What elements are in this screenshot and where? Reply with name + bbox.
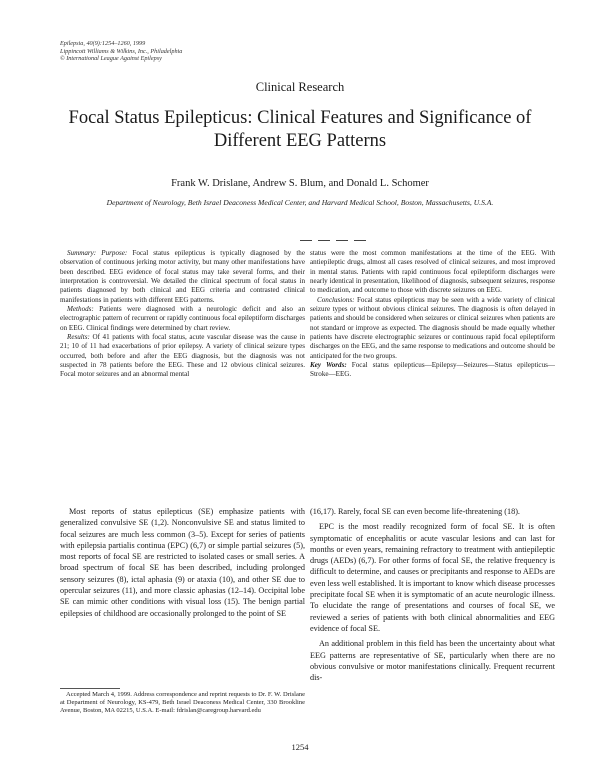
journal-line: Lippincott Williams & Wilkins, Inc., Philadelphia: [60, 47, 183, 55]
footnote-text: Accepted March 4, 1999. Address correspondence and reprint requests to Dr. F. W. Drislane at Department of Neurology, KS-479, Beth Israel Deaconess Medical Center, 330 Brookline Avenue, Boston, MA 02215, U.S.A. E-mail: fdrislan@caregroup.harvard.edu: [60, 691, 305, 715]
abstract-paragraph: [60, 305, 305, 333]
abstract-heading: Summary: Purpose:: [67, 249, 128, 257]
journal-citation: [60, 40, 182, 63]
abstract-right-column: [310, 249, 555, 380]
abstract-text: Of 41 patients with focal status, acute vascular disease was the cause in 21; 10 of 11 had exacerbations of prior epilepsy. A variety of clinical seizure types occurred, both before and after the EEG diagnosis, but the diagnosis was not suspected in 78 patients before the EEG. These and 12 obvious clinical seizures. Focal motor seizures and an abnormal mental: [60, 333, 305, 379]
keywords-heading: Key Words:: [310, 361, 347, 370]
abstract-text: Patients were diagnosed with a neurologic deficit and also an electrographic pattern of recurrent or rapidly continuous focal epileptiform discharges on EEG. Clinical findings were determined by chart review.: [60, 305, 305, 332]
keywords-text: Focal status epilepticus—Epilepsy—Seizures—Status epilepticus—Stroke—EEG.: [310, 361, 555, 379]
body-right-column: [310, 506, 555, 687]
abstract-heading: Methods:: [67, 305, 94, 314]
author-list: Frank W. Drislane, Andrew S. Blum, and Donald L. Schomer: [171, 178, 429, 189]
abstract-paragraph: [60, 249, 305, 305]
body-paragraph: Most reports of status epilepticus (SE) emphasize patients with generalized convulsive SE (1,2). Nonconvulsive SE and status limited to focal seizures are much less common (3–5). Except for series of patients with epilepsia partialis continua (EPC) (6,7) or simple partial seizures (5), most reports of focal SE are restricted to isolated cases or small series. A broad spectrum of focal SE has been described, including prolonged sensory seizures (8), ictal aphasia (9) or ataxia (10), and other SE due to opercular seizures (11), and more classic aphasias (12–14). Occipital lobe SE can mimic other conditions with visual loss (15). The benign partial epilepsies of childhood are occasionally prolonged to the point of SE: [60, 507, 305, 618]
abstract-heading: Conclusions:: [317, 295, 355, 304]
abstract-paragraph: [60, 333, 305, 380]
body-paragraph: An additional problem in this field has been the uncertainty about what EEG patterns are representative of SE, particularly when there are no obvious convulsive or motor manifestations clinically. Frequent recurrent dis-: [310, 639, 555, 683]
footnote: [60, 691, 305, 716]
abstract-paragraph: [310, 249, 555, 296]
abstract-text: Focal status epilepticus is typically diagnosed by the observation of continuous jerking motor activity, but many other manifestations have been described. EEG evidence of focal status may take several forms, and their interpretation is controversial. We detailed the clinical spectrum of focal status in patients diagnosed by both clinical and EEG criteria and contrasted clinical manifestations in patients with different EEG patterns.: [60, 249, 306, 304]
body-left-column: [60, 506, 305, 623]
body-paragraph: EPC is the most readily recognized form of focal SE. It is often symptomatic of encephalitis or acute vascular lesions and can last for months or even years, remaining refractory to treatment with antiepileptic drugs (AEDs) (6,7). For other forms of focal SE, the relative frequency is difficult to determine, and causes or precipitants and response to AEDs are even less well established. It is important to know which disease processes precipitate focal SE when it is symptomatic of an acute neurologic illness. To elucidate the range of presentations and courses of focal SE, we reviewed a series of patients with both clinical abnormalities and EEG evidence of focal SE.: [310, 522, 555, 633]
journal-line: Epilepsia, 40(9):1254–1260, 1999: [60, 40, 146, 47]
page-number: 1254: [291, 742, 309, 752]
journal-line: © International League Against Epilepsy: [60, 55, 162, 63]
abstract-paragraph: [310, 296, 555, 361]
keywords: [310, 361, 555, 380]
abstract-left-column: [60, 249, 305, 380]
body-paragraph: (16,17). Rarely, focal SE can even become life-threatening (18).: [310, 507, 520, 516]
affiliation: Department of Neurology, Beth Israel Deaconess Medical Center, and Harvard Medical School, Boston, Massachusetts, U.S.A.: [106, 198, 494, 207]
footnote-rule: [60, 688, 120, 689]
article-title: Focal Status Epilepticus: Clinical Features and Significance of Different EEG Patterns: [68, 108, 532, 151]
section-label: Clinical Research: [255, 80, 345, 94]
abstract-text: status were the most common manifestations at the time of the EEG. With antiepileptic drugs, almost all cases resolved of clinical seizures, and most improved in mental status. Patients with rapid continuous focal epileptiform discharges were nearly identical in presentation, likelihood of diagnosis, subsequent seizures, response to medication, and outcome to those with discrete seizures on EEG.: [310, 249, 555, 295]
section-divider: [300, 240, 366, 241]
abstract-text: Focal status epilepticus may be seen with a wide variety of clinical seizure types or without obvious clinical seizures. The diagnosis is often delayed in patients and should be considered when seizures or clinical seizures when patients are not standard or improve as expected. The diagnosis should be made equally whether patients have discrete electrographic seizures or continuous rapid focal epileptiform discharges on the EEG, and the same response to medications and outcome should be anticipated for the two groups.: [310, 295, 555, 360]
abstract-heading: Results:: [67, 333, 90, 342]
